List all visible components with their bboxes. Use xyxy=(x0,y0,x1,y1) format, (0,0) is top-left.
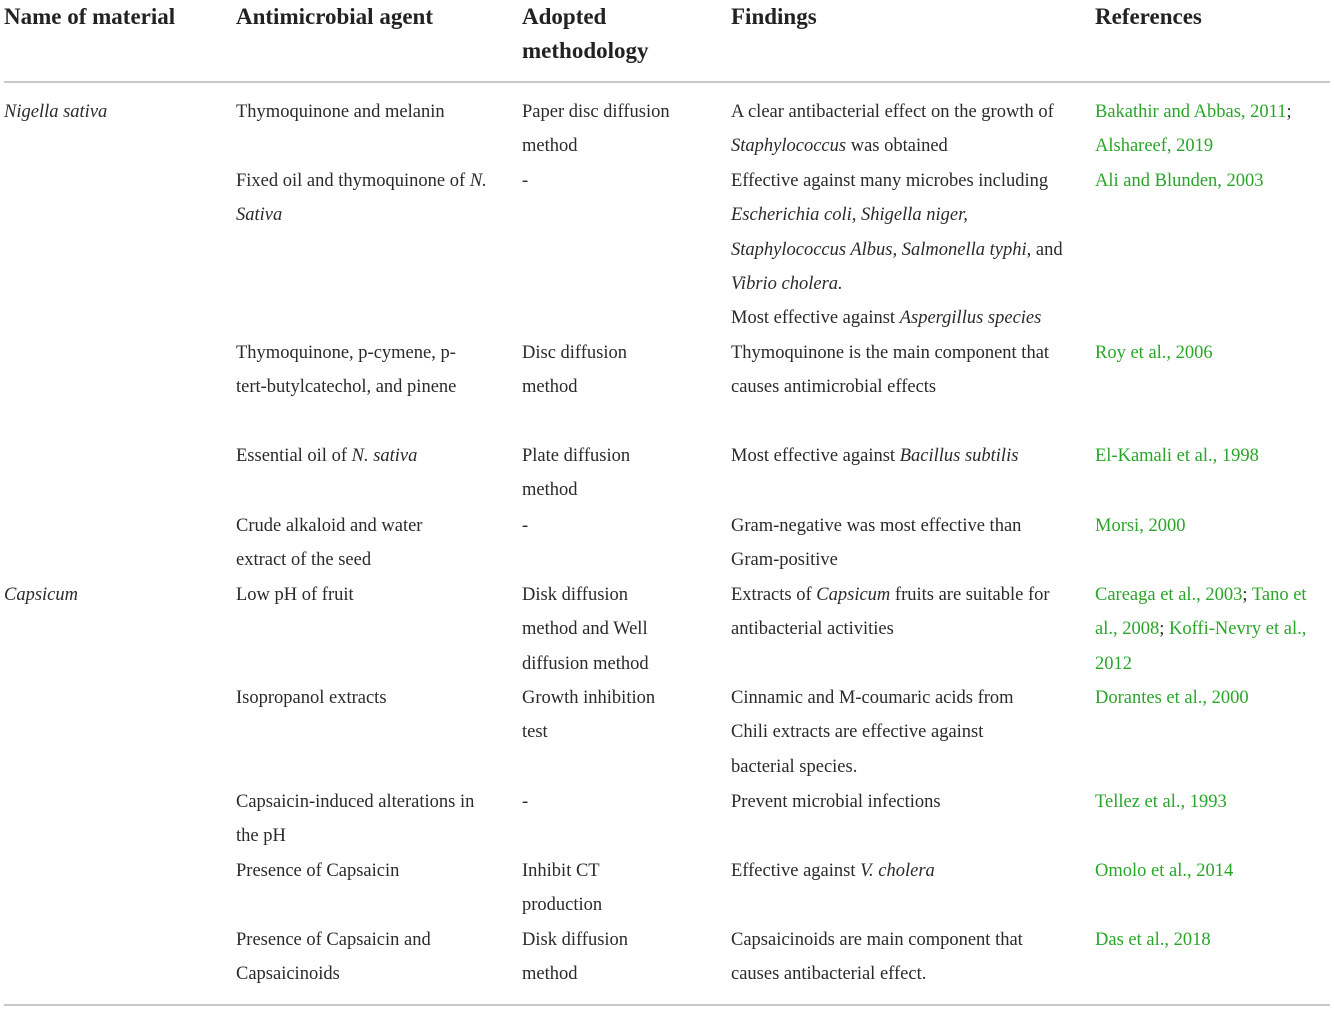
method-cell: Disk diffusion method xyxy=(522,930,629,985)
method-cell: - xyxy=(522,516,529,536)
findings-cell: Capsaicinoids are main component that causes antibacterial effect. xyxy=(731,930,1023,985)
agent-cell: Crude alkaloid and water extract of the seed xyxy=(236,516,423,571)
findings-cell: Effective against many microbes including Escherichia coli, Shigella niger, Staphylococcus Albus, Salmonella typhi, and Vibrio cholera. Most effective against Aspergillus species xyxy=(731,171,1063,329)
reference-link[interactable]: Roy et al., 2006 xyxy=(1095,343,1213,363)
agent-cell: Thymoquinone and melanin xyxy=(236,102,445,122)
references-cell xyxy=(1095,509,1327,543)
references-cell xyxy=(1095,336,1327,370)
references-cell xyxy=(1095,785,1327,819)
reference-link[interactable]: El-Kamali et al., 1998 xyxy=(1095,446,1259,466)
method-cell: Disc diffusion method xyxy=(522,343,628,398)
reference-link[interactable]: Das et al., 2018 xyxy=(1095,930,1211,950)
findings-cell: A clear antibacterial effect on the growth of Staphylococcus was obtained xyxy=(731,102,1054,157)
findings-cell: Gram-negative was most effective than Gram-positive xyxy=(731,516,1022,571)
header-methodology-line1: Adopted xyxy=(522,4,607,29)
agent-cell: Presence of Capsaicin and Capsaicinoids xyxy=(236,930,431,985)
header-divider xyxy=(4,81,1330,83)
method-cell: Inhibit CT production xyxy=(522,861,603,916)
findings-cell: Effective against V. cholera xyxy=(731,861,935,881)
reference-link[interactable]: Morsi, 2000 xyxy=(1095,516,1186,536)
agent-cell: Low pH of fruit xyxy=(236,585,354,605)
method-cell: Disk diffusion method and Well diffusion method xyxy=(522,585,649,674)
references-cell xyxy=(1095,164,1327,198)
reference-link[interactable]: Bakathir and Abbas, 2011 xyxy=(1095,102,1287,122)
agent-cell: Isopropanol extracts xyxy=(236,688,387,708)
method-cell: Growth inhibition test xyxy=(522,688,656,743)
material-cell: Nigella sativa xyxy=(4,102,108,122)
agent-cell: Capsaicin-induced alterations in the pH xyxy=(236,792,475,847)
method-cell: - xyxy=(522,171,529,191)
method-cell: - xyxy=(522,792,529,812)
agent-cell: Thymoquinone, p-cymene, p-tert-butylcatechol, and pinene xyxy=(236,343,457,398)
material-cell: Capsicum xyxy=(4,585,78,605)
findings-cell: Most effective against Bacillus subtilis xyxy=(731,446,1019,466)
agent-cell: Essential oil of N. sativa xyxy=(236,446,418,466)
references-cell: Bakathir and Abbas, 2011; Alshareef, 2019 xyxy=(1095,102,1292,157)
reference-link[interactable]: Alshareef, 2019 xyxy=(1095,136,1214,157)
header-findings: Findings xyxy=(731,4,817,29)
method-cell: Paper disc diffusion method xyxy=(522,102,670,157)
findings-cell: Cinnamic and M-coumaric acids from Chili extracts are effective against bacterial species. xyxy=(731,688,1014,777)
references-cell xyxy=(1095,923,1327,957)
references-cell: Careaga et al., 2003; Tano et al., 2008; Koffi-Nevry et al., 2012 xyxy=(1095,585,1307,674)
findings-cell: Prevent microbial infections xyxy=(731,792,941,812)
references-cell xyxy=(1095,854,1327,888)
findings-cell: Thymoquinone is the main component that causes antimicrobial effects xyxy=(731,343,1050,398)
table-bottom-rule xyxy=(4,1004,1330,1006)
reference-link[interactable]: Ali and Blunden, 2003 xyxy=(1095,171,1264,191)
references-cell xyxy=(1095,681,1327,715)
reference-link[interactable]: Dorantes et al., 2000 xyxy=(1095,688,1249,708)
agent-cell: Fixed oil and thymoquinone of N. Sativa xyxy=(236,171,487,226)
reference-link[interactable]: Careaga et al., 2003 xyxy=(1095,585,1243,605)
reference-link[interactable]: Koffi-Nevry et al., 2012 xyxy=(1095,619,1307,674)
header-material: Name of material xyxy=(4,4,176,29)
method-cell: Plate diffusion method xyxy=(522,446,631,501)
reference-link[interactable]: Tellez et al., 1993 xyxy=(1095,792,1227,812)
header-methodology xyxy=(522,0,649,68)
header-references: References xyxy=(1095,4,1202,29)
agent-cell: Presence of Capsaicin xyxy=(236,861,400,881)
header-agent: Antimicrobial agent xyxy=(236,4,433,29)
references-cell xyxy=(1095,439,1327,473)
header-methodology-line2: methodology xyxy=(522,38,649,63)
reference-link[interactable]: Tano et al., 2008 xyxy=(1095,585,1307,640)
reference-link[interactable]: Omolo et al., 2014 xyxy=(1095,861,1234,881)
findings-cell: Extracts of Capsicum fruits are suitable for antibacterial activities xyxy=(731,585,1050,640)
